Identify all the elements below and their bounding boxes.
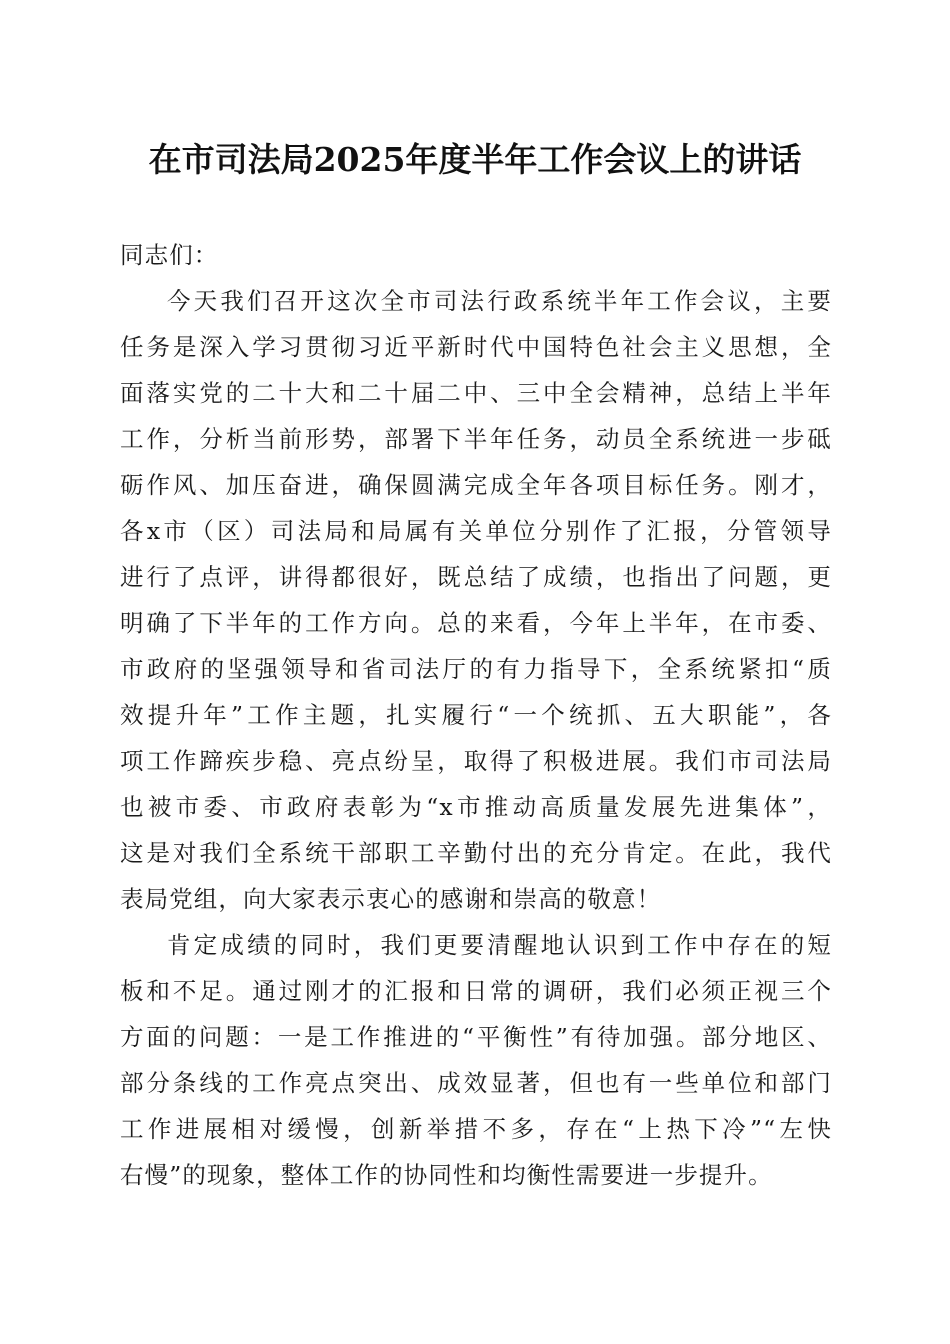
paragraph-line: 方面的问题：一是工作推进的“平衡性”有待加强。部分地区、 bbox=[120, 1023, 832, 1051]
paragraph-line: 砺作风、加压奋进，确保圆满完成全年各项目标任务。刚才， bbox=[120, 471, 832, 499]
paragraph-line: 任务是深入学习贯彻习近平新时代中国特色社会主义思想，全 bbox=[120, 333, 832, 361]
paragraph-line: 工作，分析当前形势，部署下半年任务，动员全系统进一步砥 bbox=[120, 425, 832, 453]
paragraph-1 bbox=[120, 278, 832, 922]
paragraph-2 bbox=[120, 922, 832, 1198]
paragraph-line: 肯定成绩的同时，我们更要清醒地认识到工作中存在的短 bbox=[167, 931, 832, 959]
paragraph-line: 表局党组，向大家表示衷心的感谢和崇高的敬意！ bbox=[120, 885, 662, 913]
paragraph-line: 明确了下半年的工作方向。总的来看，今年上半年，在市委、 bbox=[120, 609, 832, 637]
paragraph-line: 进行了点评，讲得都很好，既总结了成绩，也指出了问题，更 bbox=[120, 563, 832, 591]
paragraph-line: 各x市（区）司法局和局属有关单位分别作了汇报，分管领导 bbox=[120, 517, 832, 545]
paragraph-line: 这是对我们全系统干部职工辛勤付出的充分肯定。在此，我代 bbox=[120, 839, 832, 867]
paragraph-line: 部分条线的工作亮点突出、成效显著，但也有一些单位和部门 bbox=[120, 1069, 832, 1097]
document-body bbox=[120, 232, 832, 1198]
paragraph-line: 也被市委、市政府表彰为“x市推动高质量发展先进集体”， bbox=[120, 793, 832, 821]
paragraph-line: 效提升年”工作主题，扎实履行“一个统抓、五大职能”，各 bbox=[120, 701, 832, 729]
paragraph-line: 面落实党的二十大和二十届二中、三中全会精神，总结上半年 bbox=[120, 379, 832, 407]
paragraph-line: 右慢”的现象，整体工作的协同性和均衡性需要进一步提升。 bbox=[120, 1161, 773, 1189]
paragraph-line: 今天我们召开这次全市司法行政系统半年工作会议，主要 bbox=[167, 287, 832, 315]
paragraph-line: 项工作蹄疾步稳、亮点纷呈，取得了积极进展。我们市司法局 bbox=[120, 747, 832, 775]
salutation: 同志们： bbox=[120, 241, 219, 269]
paragraph-line: 市政府的坚强领导和省司法厅的有力指导下，全系统紧扣“质 bbox=[120, 655, 832, 683]
document-title: 在市司法局2025年度半年工作会议上的讲话 bbox=[148, 140, 802, 179]
paragraph-line: 板和不足。通过刚才的汇报和日常的调研，我们必须正视三个 bbox=[120, 977, 832, 1005]
paragraph-line: 工作进展相对缓慢，创新举措不多，存在“上热下冷”“左快 bbox=[120, 1115, 832, 1143]
